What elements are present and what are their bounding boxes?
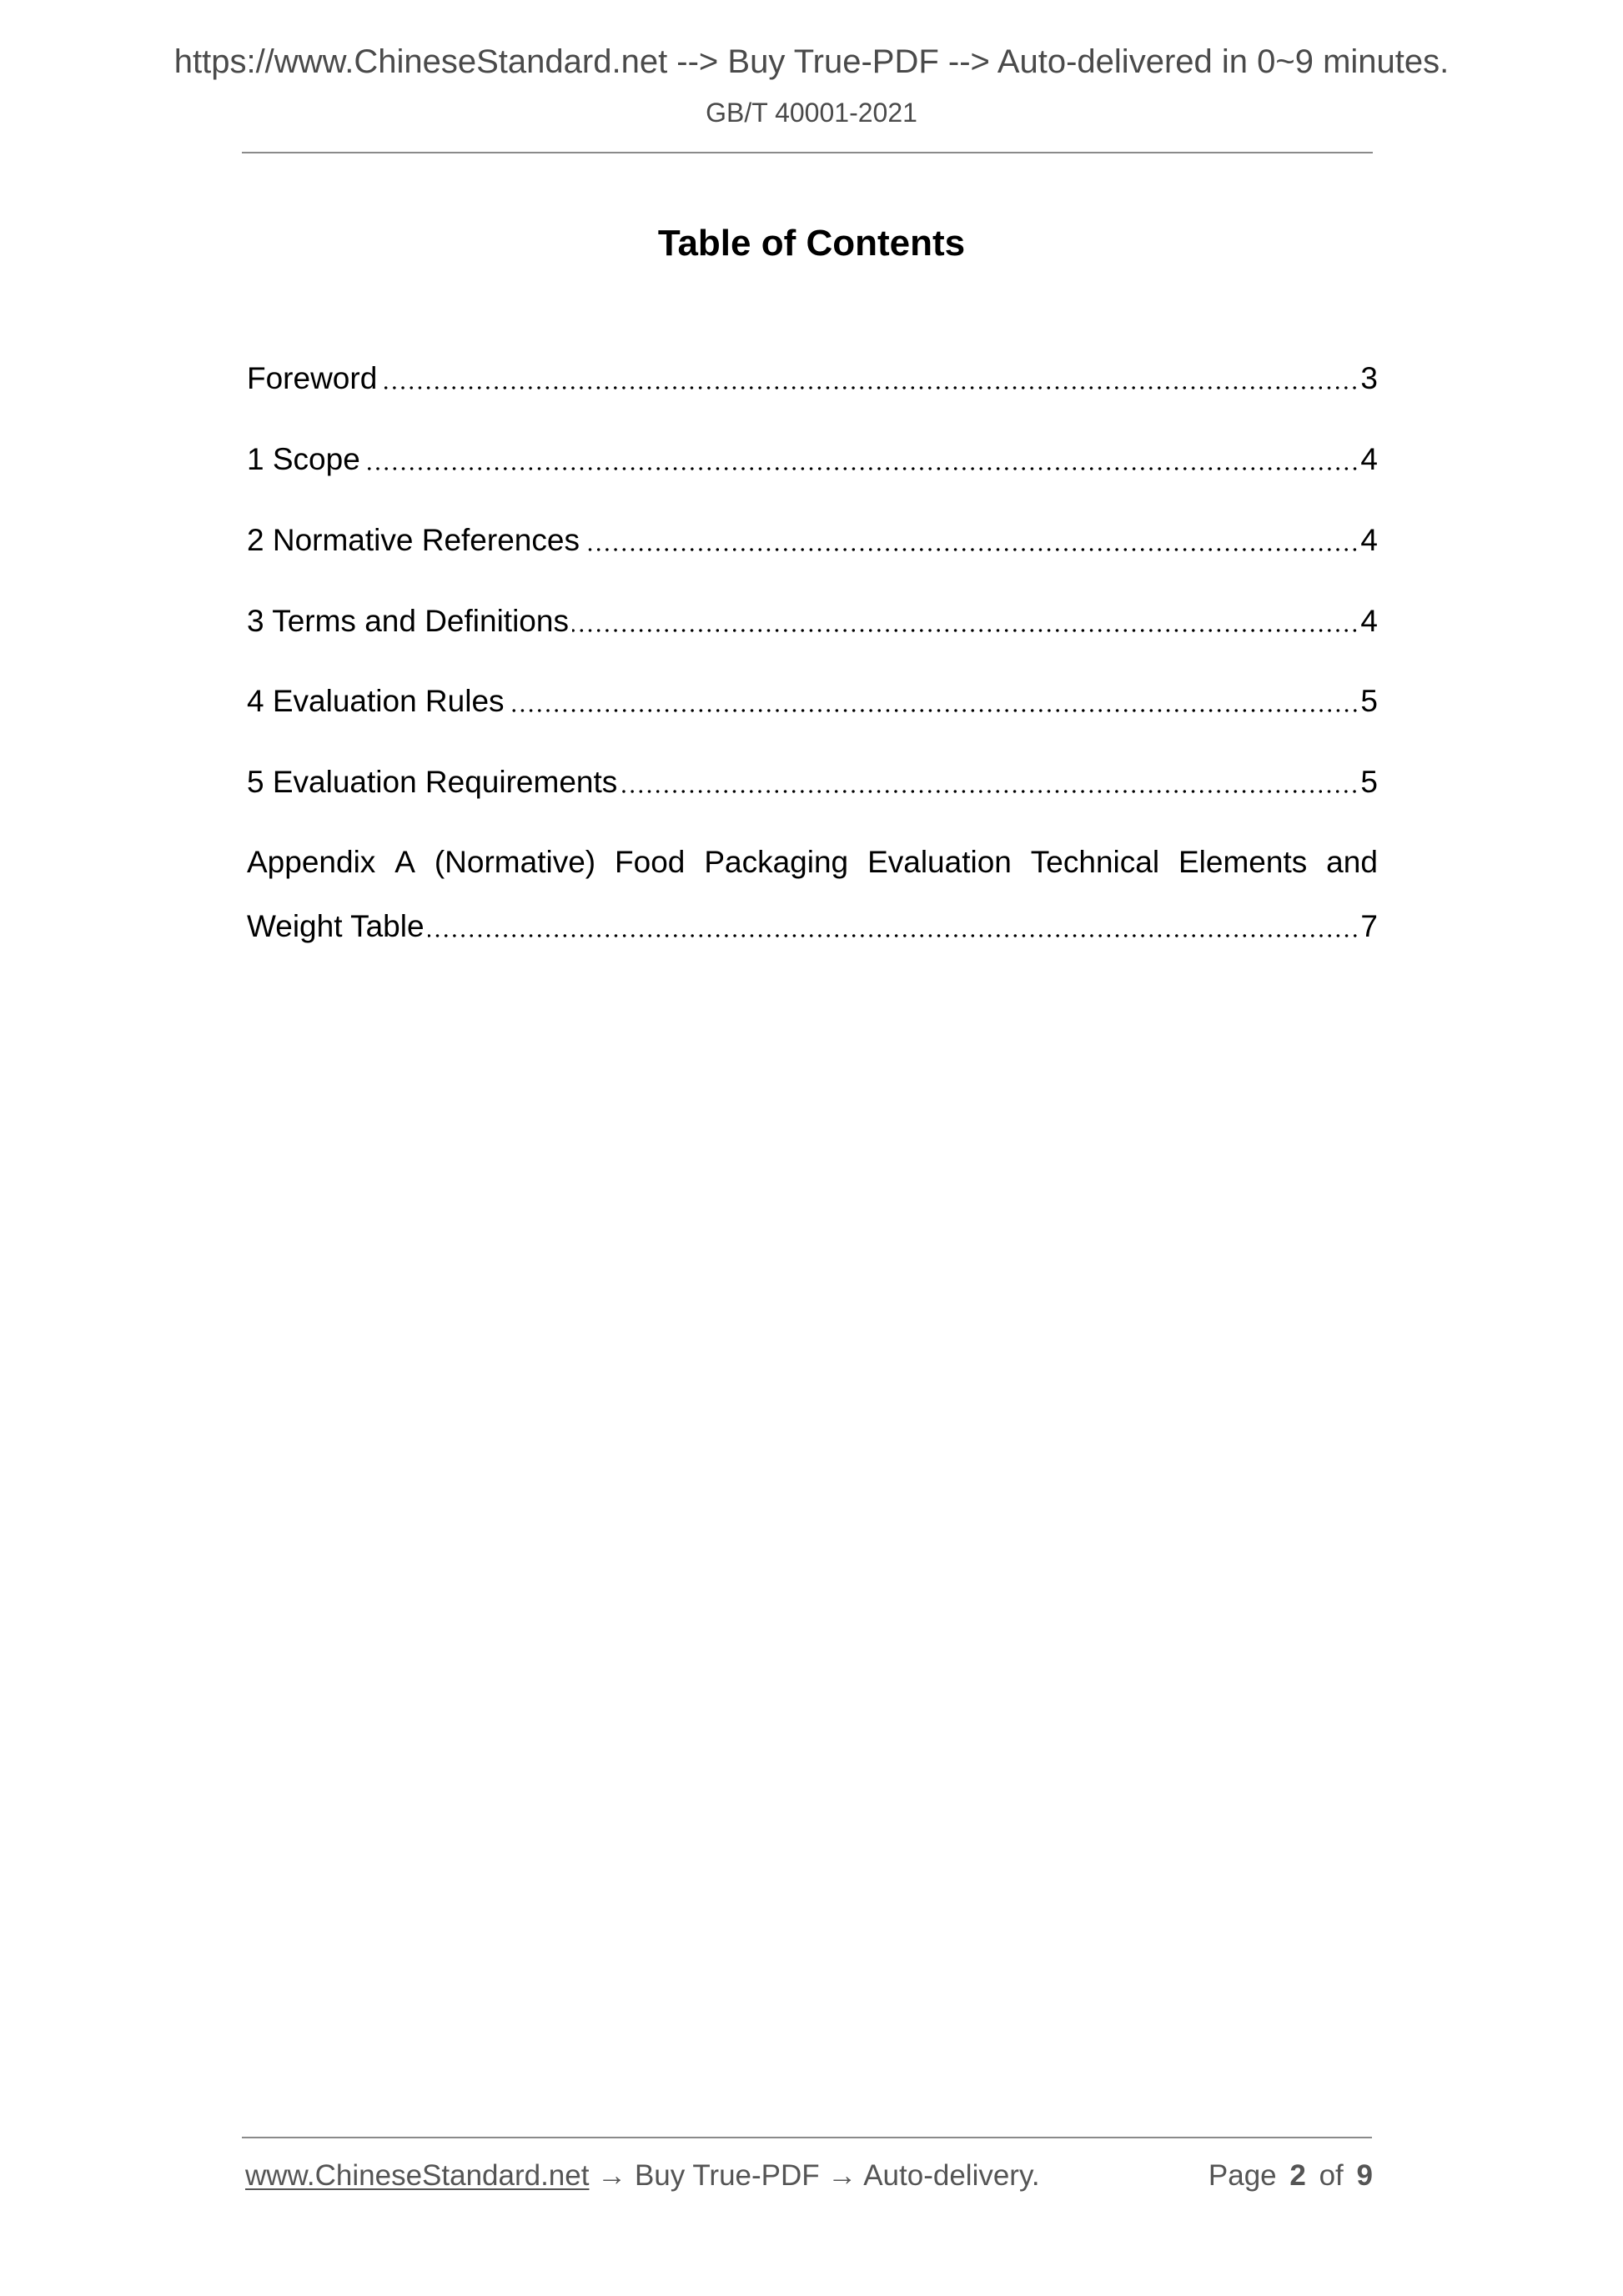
website-link[interactable]: www.ChineseStandard.net — [245, 2159, 590, 2192]
toc-entry-label: 1 Scope — [247, 442, 360, 476]
dot-leader — [621, 762, 1359, 802]
footer-divider — [242, 2137, 1372, 2138]
dot-leader — [583, 520, 1359, 560]
toc-entry-label: Weight Table — [247, 909, 425, 943]
header-banner: https://www.ChineseStandard.net --> Buy True-PDF --> Auto-delivered in 0~9 minutes. — [173, 43, 1450, 80]
page-of-label: of — [1319, 2159, 1344, 2192]
word: Elements — [1178, 845, 1308, 879]
toc-entry-terms-definitions[interactable] — [247, 601, 1378, 641]
toc-entry-foreword[interactable] — [247, 359, 1378, 399]
dot-leader — [364, 440, 1359, 480]
word: (Normative) — [434, 845, 596, 879]
toc-entry-scope[interactable] — [247, 440, 1378, 480]
toc-entry-evaluation-rules[interactable] — [247, 681, 1378, 721]
page-indicator — [1208, 2158, 1373, 2193]
toc-entry-page: 5 — [1360, 765, 1378, 799]
word: A — [394, 845, 415, 879]
toc-entry-label: Foreword — [247, 361, 378, 395]
toc-entry-page: 3 — [1360, 361, 1378, 395]
word: Evaluation — [867, 845, 1012, 879]
current-page-number: 2 — [1289, 2159, 1306, 2192]
toc-entry-label: 5 Evaluation Requirements — [247, 765, 618, 799]
buy-text: Buy True-PDF — [634, 2159, 820, 2192]
dot-leader — [572, 601, 1359, 641]
arrow-right-icon: → — [597, 2159, 627, 2192]
toc-entry-label: 4 Evaluation Rules — [247, 684, 505, 718]
arrow-right-icon: → — [827, 2159, 857, 2192]
toc-entry-evaluation-requirements[interactable] — [247, 762, 1378, 802]
word: Technical — [1030, 845, 1160, 879]
word: and — [1326, 845, 1378, 879]
dot-leader — [508, 681, 1359, 721]
toc-entry-page: 7 — [1360, 909, 1378, 943]
dot-leader — [428, 907, 1359, 947]
appendix-title-line2 — [247, 907, 1378, 947]
toc-entry-page: 5 — [1360, 684, 1378, 718]
word: Food — [615, 845, 686, 879]
toc-entry-normative-references[interactable] — [247, 520, 1378, 560]
word: Packaging — [704, 845, 849, 879]
toc-entry-page: 4 — [1360, 604, 1378, 638]
delivery-text: Auto-delivery. — [863, 2159, 1040, 2192]
toc-entry-label: 3 Terms and Definitions — [247, 604, 569, 638]
footer-promo — [245, 2158, 1040, 2193]
page-title: Table of Contents — [657, 223, 966, 264]
dot-leader — [380, 359, 1359, 399]
word: Appendix — [247, 845, 376, 879]
standard-code: GB/T 40001-2021 — [706, 98, 917, 128]
header-divider — [242, 152, 1373, 153]
appendix-title-line1 — [247, 842, 1378, 882]
total-pages-number: 9 — [1356, 2159, 1373, 2192]
page-label: Page — [1208, 2159, 1277, 2192]
toc-entry-label: 2 Normative References — [247, 523, 580, 557]
toc-entry-page: 4 — [1360, 442, 1378, 476]
toc-entry-page: 4 — [1360, 523, 1378, 557]
